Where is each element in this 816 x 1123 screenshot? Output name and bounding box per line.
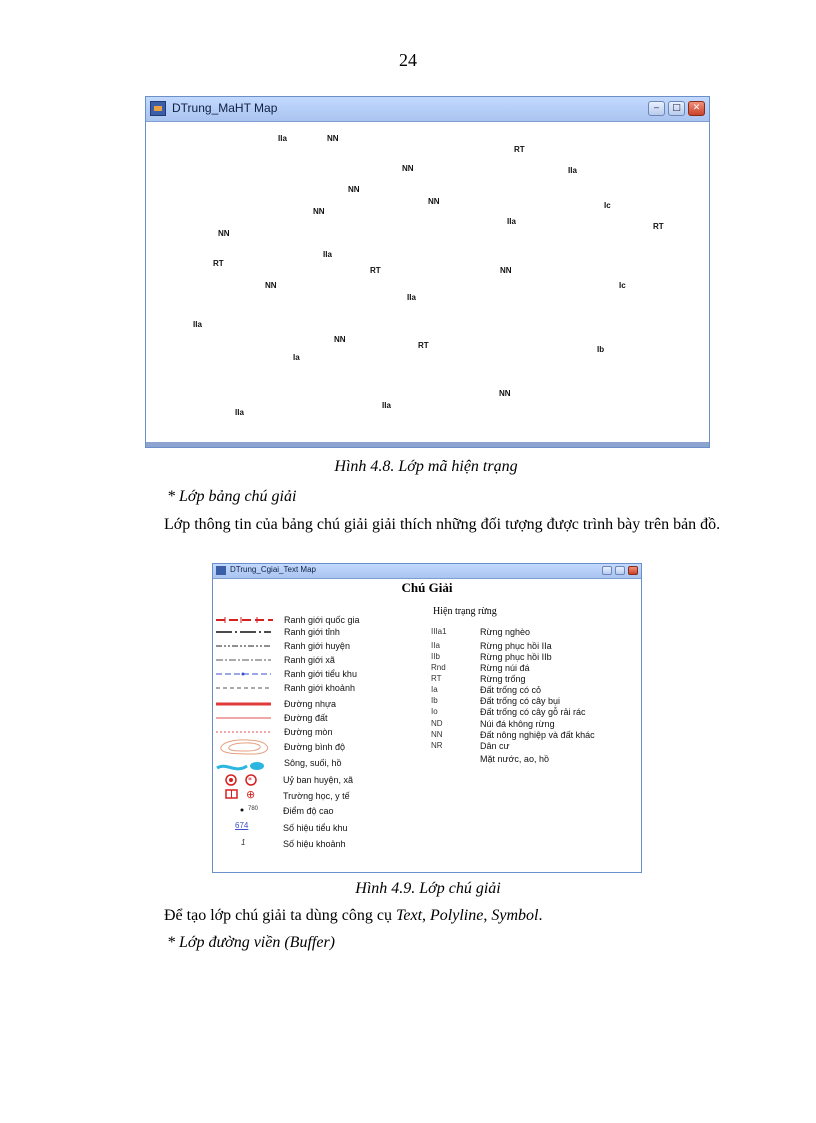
elevation-point-symbol: [241, 809, 244, 812]
map-label: NN: [402, 164, 414, 173]
map-label: RT: [514, 145, 525, 154]
status-code: IIIa1: [431, 627, 447, 636]
status-code: IIb: [431, 652, 440, 661]
status-label: Rừng nghèo: [480, 627, 531, 637]
status-code: NN: [431, 730, 443, 739]
status-label: Dân cư: [480, 741, 510, 751]
legend-item: Số hiệu khoảnh: [283, 839, 346, 849]
legend-item: Ranh giới khoảnh: [284, 683, 355, 693]
map-window-current-status[interactable]: [145, 96, 710, 448]
tool-text: Text: [395, 907, 423, 924]
status-label: Mặt nước, ao, hồ: [480, 754, 549, 764]
status-label: Đất trống có cây gỗ rải rác: [480, 707, 586, 717]
status-code: Rnd: [431, 663, 446, 672]
map-label: IIa: [382, 401, 391, 410]
close-button[interactable]: ✕: [688, 101, 705, 116]
map-label: IIa: [507, 217, 516, 226]
legend-symbols: [213, 564, 641, 872]
legend-item: Trường học, y tế: [283, 791, 350, 801]
legend-window[interactable]: [212, 563, 642, 873]
map-label: Ib: [597, 345, 605, 354]
status-label: Rừng núi đá: [480, 663, 530, 673]
elevation-value: 780: [248, 806, 259, 812]
minimize-button[interactable]: ‒: [648, 101, 665, 116]
status-code: RT: [431, 674, 442, 683]
status-code: Ib: [431, 696, 438, 705]
legend-item: Đường đất: [284, 713, 328, 723]
figure-caption-4-9: Hình 4.9. Lớp chú giải: [355, 880, 501, 897]
map-label: Ia: [293, 353, 300, 362]
map-label: IIa: [323, 250, 332, 259]
map-label: Ic: [604, 201, 611, 210]
map-label: NN: [327, 134, 339, 143]
map-window-icon: [150, 101, 166, 116]
national-boundary-symbol: [216, 617, 273, 623]
map-label: NN: [428, 197, 440, 206]
status-code: Io: [431, 707, 438, 716]
status-label: Rừng phục hồi IIb: [480, 652, 552, 662]
map-label: NN: [499, 389, 511, 398]
status-code: Ia: [431, 685, 438, 694]
status-label: Đất trống có cỏ: [480, 685, 542, 695]
map-label: IIa: [278, 134, 287, 143]
tool-polyline: Polyline: [430, 907, 484, 924]
maximize-button[interactable]: □: [668, 101, 685, 116]
legend-item: Số hiệu tiểu khu: [283, 823, 348, 833]
legend-item: Sông, suối, hồ: [284, 758, 342, 768]
window-title: DTrung_MaHT Map: [172, 101, 278, 115]
river-symbol: [217, 766, 247, 769]
tool-sentence-prefix: Để tạo lớp chú giải ta dùng công cụ: [164, 907, 396, 924]
status-code: NR: [431, 741, 443, 750]
section-heading-buffer-layer: * Lớp đường viền (Buffer): [167, 934, 335, 951]
legend-item: Điểm độ cao: [283, 806, 334, 816]
status-label: Đất nông nghiệp và đất khác: [480, 730, 595, 740]
legend-window-title: DTrung_Cgiai_Text Map: [230, 565, 316, 574]
map-label: IIa: [235, 408, 244, 417]
map-label: IIa: [568, 166, 577, 175]
svg-text:*: *: [248, 776, 252, 785]
map-label: NN: [313, 207, 325, 216]
school-health-symbol: [226, 788, 255, 801]
legend-item: Ranh giới huyện: [284, 641, 350, 651]
legend-item: Ranh giới tỉnh: [284, 627, 340, 637]
status-label: Núi đá không rừng: [480, 719, 555, 729]
page-number: 24: [399, 50, 417, 70]
svg-text:⊕: ⊕: [246, 788, 256, 801]
legend-item: Ranh giới quốc gia: [284, 615, 360, 625]
committee-symbol: [226, 775, 256, 785]
legend-item: Uỷ ban huyện, xã: [283, 775, 354, 785]
map-label: Ic: [619, 281, 626, 290]
map-label: NN: [500, 266, 512, 275]
status-label: Rừng trống: [480, 674, 526, 684]
status-label: Rừng phục hồi IIa: [480, 641, 552, 651]
window-titlebar[interactable]: [146, 97, 709, 122]
forest-status-heading: Hiện trạng rừng: [433, 606, 497, 617]
map-label: RT: [653, 222, 664, 231]
map-label: IIa: [193, 320, 202, 329]
status-code: ND: [431, 719, 443, 728]
legend-item: Đường bình độ: [284, 742, 345, 752]
paragraph-legend: Lớp thông tin của bảng chú giải giải thích những đối tượng được trình bày trên bản đồ.: [164, 516, 721, 533]
map-label: RT: [213, 259, 224, 268]
map-label: NN: [348, 185, 360, 194]
legend-item: Đường mòn: [284, 727, 333, 737]
map-label: NN: [334, 335, 346, 344]
section-heading-legend-layer: * Lớp bảng chú giải: [167, 488, 297, 505]
status-code: IIa: [431, 641, 440, 650]
figure-caption-4-8: Hình 4.8. Lớp mã hiện trạng: [334, 458, 518, 475]
subzone-boundary-symbol: [216, 673, 271, 676]
subcompartment-number-sample: 674: [235, 821, 249, 830]
map-label: RT: [370, 266, 381, 275]
map-label: IIa: [407, 293, 416, 302]
map-label: NN: [218, 229, 230, 238]
map-label: RT: [418, 341, 429, 350]
legend-item: Ranh giới tiểu khu: [284, 669, 357, 679]
tool-symbol: Symbol: [491, 907, 539, 924]
legend-title: Chú Giải: [401, 580, 453, 595]
window-bottom-border: [146, 442, 709, 447]
status-label: Đất trống có cây bụi: [480, 696, 561, 706]
map-label: NN: [265, 281, 277, 290]
tool-sentence: Để tạo lớp chú giải ta dùng công cụ Text, Polyline, Symbol.: [164, 907, 543, 924]
compartment-number-sample: 1: [241, 838, 246, 847]
legend-item: Đường nhựa: [284, 699, 336, 709]
legend-item: Ranh giới xã: [284, 655, 335, 665]
